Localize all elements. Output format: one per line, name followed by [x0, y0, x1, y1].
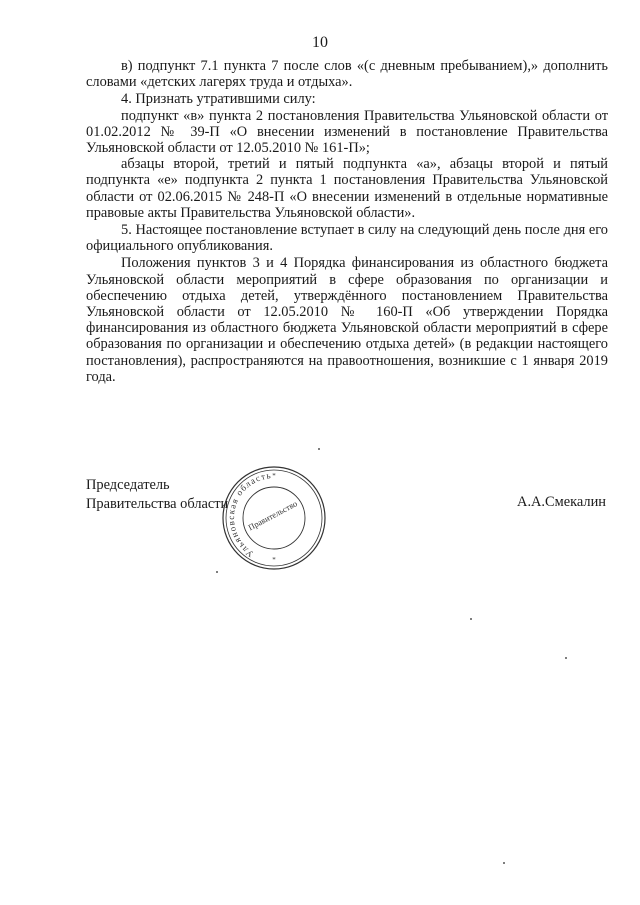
page-number: 10	[312, 34, 328, 51]
paragraph-item-5: 5. Настоящее постановление вступает в силу на следующий день после дня его официального опубликования.	[86, 222, 608, 255]
seal-center-text: Правительство	[246, 498, 299, 533]
paragraph-repeal-subitem-1: подпункт «в» пункта 2 постановления Правительства Ульяновской области от 01.02.2012 № 39-П «О внесении изменений в постановление Правительства Ульяновской области от 12.05.2010 № 161-П»;	[86, 107, 608, 157]
scan-speck	[470, 618, 472, 620]
document-body	[86, 58, 608, 385]
paragraph-amendment-item-v: в) подпункт 7.1 пункта 7 после слов «(с дневным пребыванием),» дополнить словами «детских лагерях труда и отдыха».	[86, 58, 608, 91]
scan-speck	[318, 448, 320, 450]
signatory-name: А.А.Смекалин	[517, 494, 606, 510]
signatory-title-line-1: Председатель	[86, 477, 170, 493]
paragraph-provisions: Положения пунктов 3 и 4 Порядка финансирования из областного бюджета Ульяновской области мероприятий в сфере образования по организации и обеспечению отдыха детей, утверждённого постановлением Правительства Ульяновской области от 12.05.2010 № 160-П «Об утверждении Порядка финансирования из областного бюджета Ульяновской области мероприятий в сфере образования по организации и обеспечению отдыха детей» (в редакции настоящего постановления), распространяются на правоотношения, возникшие с 1 января 2019 года.	[86, 255, 608, 385]
signatory-title-line-2: Правительства области	[86, 496, 229, 512]
svg-text:*: *	[272, 556, 276, 564]
svg-text:*: *	[272, 472, 276, 480]
seal-ring-text: Ульяновская область	[225, 470, 273, 560]
signatory-title	[86, 476, 228, 514]
scan-speck	[216, 571, 218, 573]
paragraph-item-4-heading: 4. Признать утратившими силу:	[121, 91, 316, 108]
official-seal-stamp	[218, 462, 330, 574]
scan-speck	[565, 657, 567, 659]
paragraph-repeal-subitem-2: абзацы второй, третий и пятый подпункта «а», абзацы второй и пятый подпункта «е» подпункта 2 пункта 1 постановления Правительства Ульяновской области от 02.06.2015 № 248-П «О внесении изменений в отдельные нормативные правовые акты Правительства Ульяновской области».	[86, 156, 608, 221]
scan-speck	[503, 862, 505, 864]
